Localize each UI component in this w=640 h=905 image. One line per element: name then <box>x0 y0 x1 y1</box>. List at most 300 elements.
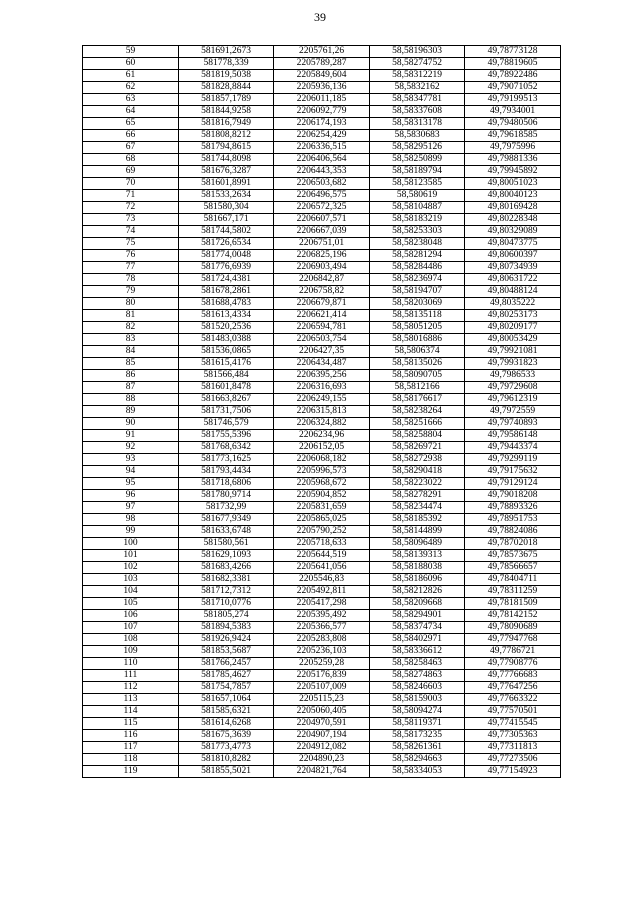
latitude-cell: 58,58312219 <box>370 70 465 82</box>
longitude-cell: 49,77947768 <box>465 634 561 646</box>
x-coordinate-cell: 581683,4266 <box>179 562 274 574</box>
x-coordinate-cell: 581755,5396 <box>179 430 274 442</box>
x-coordinate-cell: 581776,6939 <box>179 262 274 274</box>
y-coordinate-cell: 2205060,405 <box>274 706 370 718</box>
x-coordinate-cell: 581794,8615 <box>179 142 274 154</box>
point-number-cell: 114 <box>83 706 179 718</box>
latitude-cell: 58,58144899 <box>370 526 465 538</box>
y-coordinate-cell: 2206434,487 <box>274 358 370 370</box>
table-row <box>83 754 561 766</box>
latitude-cell: 58,58295126 <box>370 142 465 154</box>
point-number-cell: 98 <box>83 514 179 526</box>
point-number-cell: 107 <box>83 622 179 634</box>
table-row <box>83 430 561 442</box>
latitude-cell: 58,58135026 <box>370 358 465 370</box>
longitude-cell: 49,78181509 <box>465 598 561 610</box>
point-number-cell: 86 <box>83 370 179 382</box>
longitude-cell: 49,80053429 <box>465 334 561 346</box>
y-coordinate-cell: 2204821,764 <box>274 766 370 778</box>
x-coordinate-cell: 581819,5038 <box>179 70 274 82</box>
x-coordinate-cell: 581774,0048 <box>179 250 274 262</box>
longitude-cell: 49,78566657 <box>465 562 561 574</box>
longitude-cell: 49,80734939 <box>465 262 561 274</box>
longitude-cell: 49,79729608 <box>465 382 561 394</box>
point-number-cell: 84 <box>83 346 179 358</box>
latitude-cell: 58,58258463 <box>370 658 465 670</box>
y-coordinate-cell: 2205641,056 <box>274 562 370 574</box>
x-coordinate-cell: 581712,7312 <box>179 586 274 598</box>
y-coordinate-cell: 2206758,82 <box>274 286 370 298</box>
longitude-cell: 49,77663322 <box>465 694 561 706</box>
y-coordinate-cell: 2206011,185 <box>274 94 370 106</box>
latitude-cell: 58,58236974 <box>370 274 465 286</box>
longitude-cell: 49,79480506 <box>465 118 561 130</box>
longitude-cell: 49,80600397 <box>465 250 561 262</box>
table-row <box>83 406 561 418</box>
point-number-cell: 92 <box>83 442 179 454</box>
table-row <box>83 322 561 334</box>
latitude-cell: 58,58119371 <box>370 718 465 730</box>
point-number-cell: 119 <box>83 766 179 778</box>
coordinates-table-body <box>83 46 561 778</box>
longitude-cell: 49,80209177 <box>465 322 561 334</box>
table-row <box>83 622 561 634</box>
table-row <box>83 730 561 742</box>
y-coordinate-cell: 2205283,808 <box>274 634 370 646</box>
y-coordinate-cell: 2205176,839 <box>274 670 370 682</box>
point-number-cell: 73 <box>83 214 179 226</box>
point-number-cell: 100 <box>83 538 179 550</box>
x-coordinate-cell: 581926,9424 <box>179 634 274 646</box>
latitude-cell: 58,58251666 <box>370 418 465 430</box>
table-row <box>83 130 561 142</box>
x-coordinate-cell: 581710,0776 <box>179 598 274 610</box>
y-coordinate-cell: 2205107,009 <box>274 682 370 694</box>
table-row <box>83 46 561 58</box>
x-coordinate-cell: 581816,7949 <box>179 118 274 130</box>
y-coordinate-cell: 2206621,414 <box>274 310 370 322</box>
y-coordinate-cell: 2205417,298 <box>274 598 370 610</box>
x-coordinate-cell: 581629,1093 <box>179 550 274 562</box>
x-coordinate-cell: 581810,8282 <box>179 754 274 766</box>
latitude-cell: 58,58196303 <box>370 46 465 58</box>
x-coordinate-cell: 581746,579 <box>179 418 274 430</box>
longitude-cell: 49,7934001 <box>465 106 561 118</box>
page-number: 39 <box>314 10 326 24</box>
latitude-cell: 58,58258804 <box>370 430 465 442</box>
longitude-cell: 49,78922486 <box>465 70 561 82</box>
longitude-cell: 49,80473775 <box>465 238 561 250</box>
latitude-cell: 58,58203069 <box>370 298 465 310</box>
x-coordinate-cell: 581785,4627 <box>179 670 274 682</box>
longitude-cell: 49,78893326 <box>465 502 561 514</box>
x-coordinate-cell: 581580,561 <box>179 538 274 550</box>
table-row <box>83 250 561 262</box>
point-number-cell: 117 <box>83 742 179 754</box>
point-number-cell: 91 <box>83 430 179 442</box>
latitude-cell: 58,58194707 <box>370 286 465 298</box>
table-row <box>83 658 561 670</box>
latitude-cell: 58,58094274 <box>370 706 465 718</box>
table-row <box>83 358 561 370</box>
latitude-cell: 58,58274863 <box>370 670 465 682</box>
y-coordinate-cell: 2206336,515 <box>274 142 370 154</box>
point-number-cell: 61 <box>83 70 179 82</box>
point-number-cell: 72 <box>83 202 179 214</box>
table-row <box>83 310 561 322</box>
longitude-cell: 49,77273506 <box>465 754 561 766</box>
y-coordinate-cell: 2205790,252 <box>274 526 370 538</box>
table-row <box>83 526 561 538</box>
table-row <box>83 466 561 478</box>
latitude-cell: 58,58176617 <box>370 394 465 406</box>
point-number-cell: 105 <box>83 598 179 610</box>
table-row <box>83 574 561 586</box>
table-row <box>83 214 561 226</box>
latitude-cell: 58,58374734 <box>370 622 465 634</box>
x-coordinate-cell: 581566,484 <box>179 370 274 382</box>
point-number-cell: 101 <box>83 550 179 562</box>
latitude-cell: 58,58281294 <box>370 250 465 262</box>
longitude-cell: 49,79931823 <box>465 358 561 370</box>
x-coordinate-cell: 581828,8844 <box>179 82 274 94</box>
table-row <box>83 226 561 238</box>
latitude-cell: 58,58337608 <box>370 106 465 118</box>
longitude-cell: 49,78702018 <box>465 538 561 550</box>
point-number-cell: 76 <box>83 250 179 262</box>
x-coordinate-cell: 581726,6534 <box>179 238 274 250</box>
y-coordinate-cell: 2206825,196 <box>274 250 370 262</box>
x-coordinate-cell: 581601,8991 <box>179 178 274 190</box>
latitude-cell: 58,58294901 <box>370 610 465 622</box>
x-coordinate-cell: 581773,4773 <box>179 742 274 754</box>
latitude-cell: 58,58209668 <box>370 598 465 610</box>
x-coordinate-cell: 581536,0865 <box>179 346 274 358</box>
x-coordinate-cell: 581601,8478 <box>179 382 274 394</box>
latitude-cell: 58,58272938 <box>370 454 465 466</box>
latitude-cell: 58,58051205 <box>370 322 465 334</box>
point-number-cell: 94 <box>83 466 179 478</box>
point-number-cell: 63 <box>83 94 179 106</box>
table-row <box>83 118 561 130</box>
longitude-cell: 49,78404711 <box>465 574 561 586</box>
x-coordinate-cell: 581731,7506 <box>179 406 274 418</box>
point-number-cell: 103 <box>83 574 179 586</box>
longitude-cell: 49,78951753 <box>465 514 561 526</box>
point-number-cell: 106 <box>83 610 179 622</box>
table-row <box>83 370 561 382</box>
point-number-cell: 111 <box>83 670 179 682</box>
longitude-cell: 49,77154923 <box>465 766 561 778</box>
x-coordinate-cell: 581780,9714 <box>179 490 274 502</box>
x-coordinate-cell: 581483,0388 <box>179 334 274 346</box>
longitude-cell: 49,79199513 <box>465 94 561 106</box>
longitude-cell: 49,80051023 <box>465 178 561 190</box>
table-row <box>83 694 561 706</box>
x-coordinate-cell: 581678,2861 <box>179 286 274 298</box>
point-number-cell: 93 <box>83 454 179 466</box>
longitude-cell: 49,78090689 <box>465 622 561 634</box>
latitude-cell: 58,58223022 <box>370 478 465 490</box>
x-coordinate-cell: 581688,4783 <box>179 298 274 310</box>
point-number-cell: 77 <box>83 262 179 274</box>
point-number-cell: 118 <box>83 754 179 766</box>
latitude-cell: 58,58123585 <box>370 178 465 190</box>
longitude-cell: 49,77415545 <box>465 718 561 730</box>
point-number-cell: 81 <box>83 310 179 322</box>
point-number-cell: 70 <box>83 178 179 190</box>
y-coordinate-cell: 2205761,26 <box>274 46 370 58</box>
x-coordinate-cell: 581766,2457 <box>179 658 274 670</box>
point-number-cell: 66 <box>83 130 179 142</box>
longitude-cell: 49,79740893 <box>465 418 561 430</box>
table-row <box>83 58 561 70</box>
longitude-cell: 49,79945892 <box>465 166 561 178</box>
y-coordinate-cell: 2206249,155 <box>274 394 370 406</box>
x-coordinate-cell: 581768,6342 <box>179 442 274 454</box>
table-row <box>83 478 561 490</box>
latitude-cell: 58,58238048 <box>370 238 465 250</box>
point-number-cell: 69 <box>83 166 179 178</box>
longitude-cell: 49,79586148 <box>465 430 561 442</box>
point-number-cell: 60 <box>83 58 179 70</box>
longitude-cell: 49,79618585 <box>465 130 561 142</box>
latitude-cell: 58,58269721 <box>370 442 465 454</box>
table-row <box>83 634 561 646</box>
longitude-cell: 49,78819605 <box>465 58 561 70</box>
x-coordinate-cell: 581614,6268 <box>179 718 274 730</box>
x-coordinate-cell: 581613,4334 <box>179 310 274 322</box>
longitude-cell: 49,80228348 <box>465 214 561 226</box>
latitude-cell: 58,58090705 <box>370 370 465 382</box>
latitude-cell: 58,5812166 <box>370 382 465 394</box>
latitude-cell: 58,58135118 <box>370 310 465 322</box>
point-number-cell: 71 <box>83 190 179 202</box>
longitude-cell: 49,79175632 <box>465 466 561 478</box>
latitude-cell: 58,58290418 <box>370 466 465 478</box>
longitude-cell: 49,80329089 <box>465 226 561 238</box>
latitude-cell: 58,58274752 <box>370 58 465 70</box>
y-coordinate-cell: 2205546,83 <box>274 574 370 586</box>
latitude-cell: 58,58253303 <box>370 226 465 238</box>
table-row <box>83 766 561 778</box>
y-coordinate-cell: 2205718,633 <box>274 538 370 550</box>
y-coordinate-cell: 2206254,429 <box>274 130 370 142</box>
y-coordinate-cell: 2205968,672 <box>274 478 370 490</box>
table-row <box>83 154 561 166</box>
point-number-cell: 75 <box>83 238 179 250</box>
longitude-cell: 49,8035222 <box>465 298 561 310</box>
point-number-cell: 108 <box>83 634 179 646</box>
y-coordinate-cell: 2205865,025 <box>274 514 370 526</box>
y-coordinate-cell: 2205395,492 <box>274 610 370 622</box>
table-row <box>83 562 561 574</box>
x-coordinate-cell: 581853,5687 <box>179 646 274 658</box>
point-number-cell: 95 <box>83 478 179 490</box>
x-coordinate-cell: 581844,9258 <box>179 106 274 118</box>
longitude-cell: 49,80631722 <box>465 274 561 286</box>
point-number-cell: 85 <box>83 358 179 370</box>
latitude-cell: 58,580619 <box>370 190 465 202</box>
latitude-cell: 58,58188038 <box>370 562 465 574</box>
latitude-cell: 58,58246603 <box>370 682 465 694</box>
latitude-cell: 58,58139313 <box>370 550 465 562</box>
y-coordinate-cell: 2206496,575 <box>274 190 370 202</box>
y-coordinate-cell: 2205259,28 <box>274 658 370 670</box>
point-number-cell: 62 <box>83 82 179 94</box>
longitude-cell: 49,80040123 <box>465 190 561 202</box>
latitude-cell: 58,58278291 <box>370 490 465 502</box>
y-coordinate-cell: 2206607,571 <box>274 214 370 226</box>
longitude-cell: 49,77305363 <box>465 730 561 742</box>
x-coordinate-cell: 581691,2673 <box>179 46 274 58</box>
x-coordinate-cell: 581754,7857 <box>179 682 274 694</box>
point-number-cell: 96 <box>83 490 179 502</box>
coordinates-table <box>82 45 561 778</box>
table-row <box>83 142 561 154</box>
x-coordinate-cell: 581633,6748 <box>179 526 274 538</box>
table-row <box>83 274 561 286</box>
table-row <box>83 418 561 430</box>
table-row <box>83 442 561 454</box>
table-row <box>83 166 561 178</box>
point-number-cell: 78 <box>83 274 179 286</box>
x-coordinate-cell: 581724,4381 <box>179 274 274 286</box>
table-row <box>83 178 561 190</box>
point-number-cell: 90 <box>83 418 179 430</box>
point-number-cell: 74 <box>83 226 179 238</box>
longitude-cell: 49,79299119 <box>465 454 561 466</box>
latitude-cell: 58,58104887 <box>370 202 465 214</box>
y-coordinate-cell: 2206152,05 <box>274 442 370 454</box>
longitude-cell: 49,77908776 <box>465 658 561 670</box>
table-row <box>83 202 561 214</box>
x-coordinate-cell: 581744,8098 <box>179 154 274 166</box>
point-number-cell: 83 <box>83 334 179 346</box>
y-coordinate-cell: 2206427,35 <box>274 346 370 358</box>
latitude-cell: 58,58183219 <box>370 214 465 226</box>
longitude-cell: 49,7972559 <box>465 406 561 418</box>
table-row <box>83 598 561 610</box>
table-row <box>83 706 561 718</box>
y-coordinate-cell: 2206503,754 <box>274 334 370 346</box>
y-coordinate-cell: 2204907,194 <box>274 730 370 742</box>
table-row <box>83 670 561 682</box>
y-coordinate-cell: 2206842,87 <box>274 274 370 286</box>
table-row <box>83 286 561 298</box>
y-coordinate-cell: 2205831,659 <box>274 502 370 514</box>
table-row <box>83 298 561 310</box>
longitude-cell: 49,80169428 <box>465 202 561 214</box>
y-coordinate-cell: 2205366,577 <box>274 622 370 634</box>
point-number-cell: 88 <box>83 394 179 406</box>
point-number-cell: 89 <box>83 406 179 418</box>
point-number-cell: 97 <box>83 502 179 514</box>
y-coordinate-cell: 2206406,564 <box>274 154 370 166</box>
point-number-cell: 113 <box>83 694 179 706</box>
y-coordinate-cell: 2205644,519 <box>274 550 370 562</box>
longitude-cell: 49,78142152 <box>465 610 561 622</box>
x-coordinate-cell: 581894,5383 <box>179 622 274 634</box>
longitude-cell: 49,79071052 <box>465 82 561 94</box>
longitude-cell: 49,80253173 <box>465 310 561 322</box>
table-row <box>83 586 561 598</box>
x-coordinate-cell: 581793,4434 <box>179 466 274 478</box>
y-coordinate-cell: 2206503,682 <box>274 178 370 190</box>
table-row <box>83 238 561 250</box>
x-coordinate-cell: 581855,5021 <box>179 766 274 778</box>
longitude-cell: 49,7786721 <box>465 646 561 658</box>
longitude-cell: 49,7975996 <box>465 142 561 154</box>
y-coordinate-cell: 2205904,852 <box>274 490 370 502</box>
longitude-cell: 49,78824086 <box>465 526 561 538</box>
table-row <box>83 394 561 406</box>
table-row <box>83 682 561 694</box>
point-number-cell: 104 <box>83 586 179 598</box>
y-coordinate-cell: 2206068,182 <box>274 454 370 466</box>
y-coordinate-cell: 2206395,256 <box>274 370 370 382</box>
y-coordinate-cell: 2205115,23 <box>274 694 370 706</box>
latitude-cell: 58,58234474 <box>370 502 465 514</box>
point-number-cell: 99 <box>83 526 179 538</box>
table-row <box>83 454 561 466</box>
point-number-cell: 68 <box>83 154 179 166</box>
table-row <box>83 610 561 622</box>
latitude-cell: 58,58189794 <box>370 166 465 178</box>
latitude-cell: 58,58402971 <box>370 634 465 646</box>
table-row <box>83 502 561 514</box>
latitude-cell: 58,58173235 <box>370 730 465 742</box>
point-number-cell: 115 <box>83 718 179 730</box>
y-coordinate-cell: 2206572,325 <box>274 202 370 214</box>
longitude-cell: 49,78773128 <box>465 46 561 58</box>
latitude-cell: 58,58261361 <box>370 742 465 754</box>
point-number-cell: 116 <box>83 730 179 742</box>
latitude-cell: 58,58347781 <box>370 94 465 106</box>
y-coordinate-cell: 2204970,591 <box>274 718 370 730</box>
point-number-cell: 79 <box>83 286 179 298</box>
table-row <box>83 490 561 502</box>
point-number-cell: 102 <box>83 562 179 574</box>
table-row <box>83 82 561 94</box>
longitude-cell: 49,78311259 <box>465 586 561 598</box>
table-row <box>83 382 561 394</box>
point-number-cell: 82 <box>83 322 179 334</box>
x-coordinate-cell: 581580,304 <box>179 202 274 214</box>
x-coordinate-cell: 581718,6806 <box>179 478 274 490</box>
latitude-cell: 58,58212826 <box>370 586 465 598</box>
point-number-cell: 110 <box>83 658 179 670</box>
longitude-cell: 49,79612319 <box>465 394 561 406</box>
table-row <box>83 346 561 358</box>
y-coordinate-cell: 2204890,23 <box>274 754 370 766</box>
point-number-cell: 80 <box>83 298 179 310</box>
longitude-cell: 49,7986533 <box>465 370 561 382</box>
x-coordinate-cell: 581808,8212 <box>179 130 274 142</box>
longitude-cell: 49,79443374 <box>465 442 561 454</box>
x-coordinate-cell: 581682,3381 <box>179 574 274 586</box>
latitude-cell: 58,58238264 <box>370 406 465 418</box>
y-coordinate-cell: 2205849,604 <box>274 70 370 82</box>
table-row <box>83 190 561 202</box>
table-row <box>83 742 561 754</box>
table-row <box>83 538 561 550</box>
table-row <box>83 514 561 526</box>
latitude-cell: 58,58313178 <box>370 118 465 130</box>
y-coordinate-cell: 2206594,781 <box>274 322 370 334</box>
latitude-cell: 58,58334053 <box>370 766 465 778</box>
x-coordinate-cell: 581675,3639 <box>179 730 274 742</box>
